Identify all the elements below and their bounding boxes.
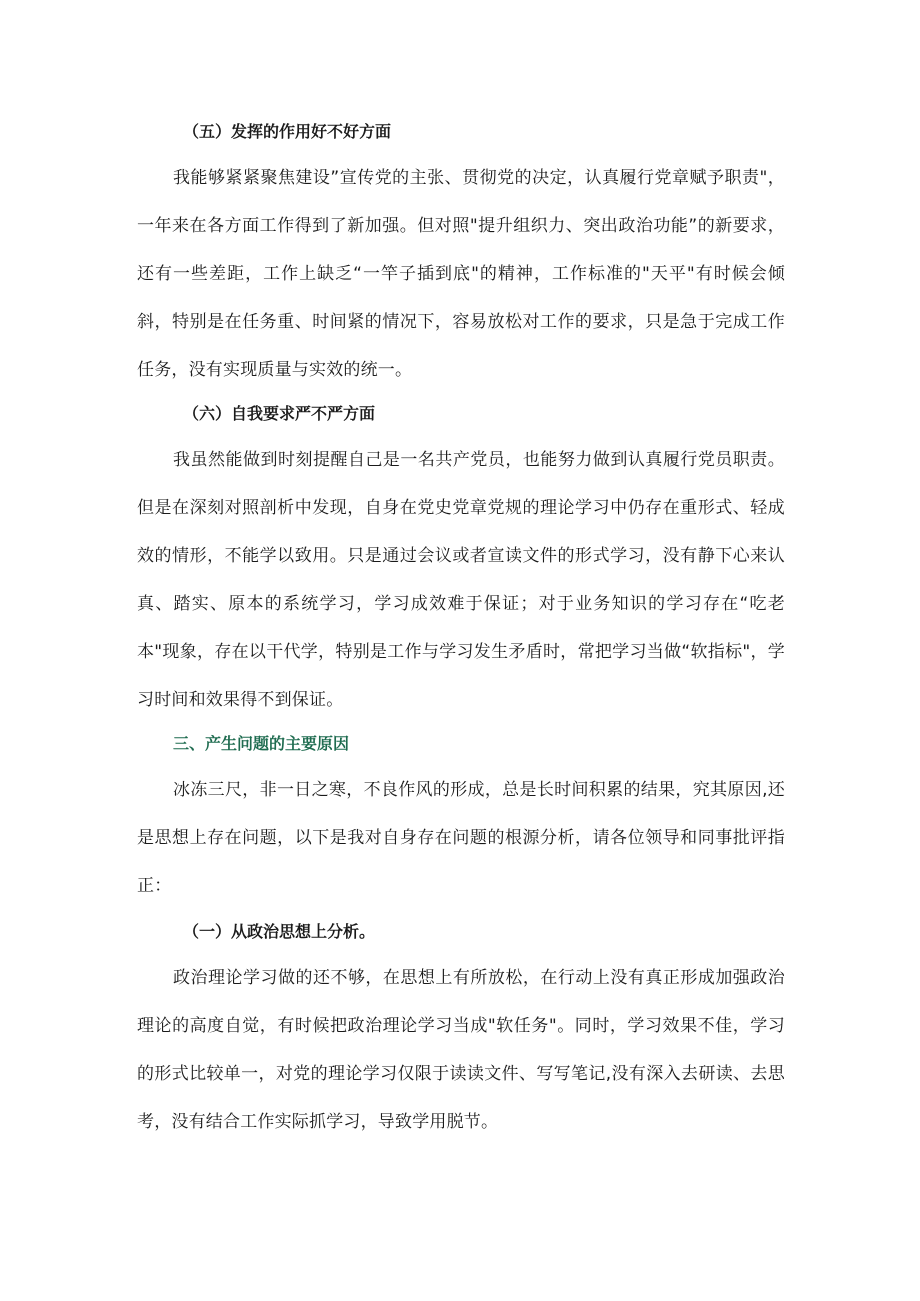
paragraph-5: 我能够紧紧聚焦建设”宣传党的主张、贯彻党的决定，认真履行党章赋予职责"，一年来在各方面工作得到了新加强。但对照"提升组织力、突出政治功能”的新要求，还有一些差距，工作上缺乏“一竿子插到底"的精神，工作标准的"天平"有时候会倾斜，特别是在任务重、时间紧的情况下，容易放松对工作的要求，只是急于完成工作任务，没有实现质量与实效的统一。 — [137, 168, 785, 380]
section-heading-political: （一）从政治思想上分析。 — [183, 922, 376, 941]
paragraph-political: 政治理论学习做的还不够，在思想上有所放松，在行动上没有真正形成加强政治理论的高度自觉，有时候把政治理论学习当成"软任务"。同时，学习效果不佳，学习的形式比较单一，对党的理论学习仅限于读读文件、写写笔记,没有深入去研读、去思考，没有结合工作实际抓学习，导致学用脱节。 — [137, 968, 785, 1132]
section-heading-causes: 三、产生问题的主要原因 — [173, 734, 350, 753]
paragraph-6: 我虽然能做到时刻提醒自己是一名共产党员，也能努力做到认真履行党员职责。但是在深刻对照剖析中发现，自身在党史党章党规的理论学习中仍存在重形式、轻成效的情形，不能学以致用。只是通过会议或者宣读文件的形式学习，没有静下心来认真、踏实、原本的系统学习，学习成效难于保证；对于业务知识的学习存在“吃老本"现象，存在以干代学，特别是工作与学习发生矛盾时，常把学习当做“软指标"，学习时间和效果得不到保证。 — [137, 450, 785, 710]
section-heading-6: （六）自我要求严不严方面 — [183, 404, 376, 423]
section-heading-5: （五）发挥的作用好不好方面 — [183, 122, 392, 141]
paragraph-causes: 冰冻三尺，非一日之寒，不良作风的形成，总是长时间积累的结果，究其原因,还是思想上存在问题，以下是我对自身存在问题的根源分析，请各位领导和同事批评指正： — [137, 780, 785, 896]
document-body — [137, 118, 785, 1146]
